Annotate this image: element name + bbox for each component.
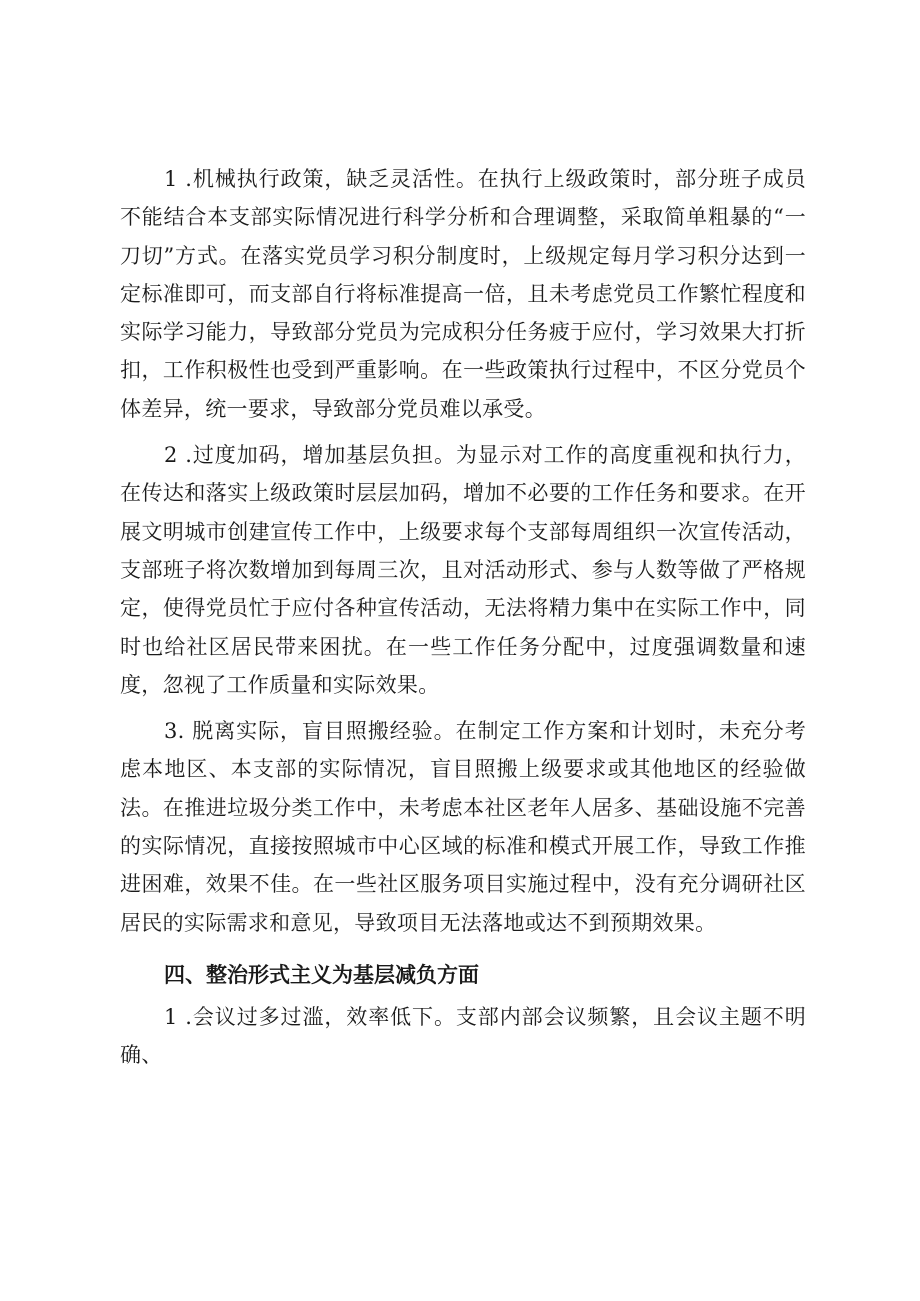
section-heading: 四、整治形式主义为基层减负方面	[164, 962, 479, 987]
paragraph-copying-experience: 3. 脱离实际，盲目照搬经验。在制定工作方案和计划时，未充分考虑本地区、本支部的实际情况，盲目照搬上级要求或其他地区的经验做法。在推进垃圾分类工作中，未考虑本社区老年人居多、基础设施不完善的实际情况，直接按照城市中心区域的标准和模式开展工作，导致工作推进困难，效果不佳。在一些社区服务项目实施过程中，没有充分调研社区居民的实际需求和意见，导致项目无法落地或达不到预期效果。	[120, 719, 806, 935]
paragraph-mechanical-policy: 1 .机械执行政策，缺乏灵活性。在执行上级政策时，部分班子成员不能结合本支部实际情况进行科学分析和合理调整，采取简单粗暴的“一刀切”方式。在落实党员学习积分制度时，上级规定每月学习积分达到一定标准即可，而支部自行将标准提高一倍，且未考虑党员工作繁忙程度和实际学习能力，导致部分党员为完成积分任务疲于应付，学习效果大打折扣，工作积极性也受到严重影响。在一些政策执行过程中，不区分党员个体差异，统一要求，导致部分党员难以承受。	[120, 167, 806, 421]
paragraph-meetings: 1 .会议过多过滥，效率低下。支部内部会议频繁，且会议主题不明确、	[120, 1004, 806, 1068]
document-page	[120, 160, 806, 1083]
paragraph-excessive-burden: 2 .过度加码，增加基层负担。为显示对工作的高度重视和执行力，在传达和落实上级政策时层层加码，增加不必要的工作任务和要求。在开展文明城市创建宣传工作中，上级要求每个支部每周组织一次宣传活动，支部班子将次数增加到每周三次，且对活动形式、参与人数等做了严格规定，使得党员忙于应付各种宣传活动，无法将精力集中在实际工作中，同时也给社区居民带来困扰。在一些工作任务分配中，过度强调数量和速度，忽视了工作质量和实际效果。	[120, 443, 806, 697]
